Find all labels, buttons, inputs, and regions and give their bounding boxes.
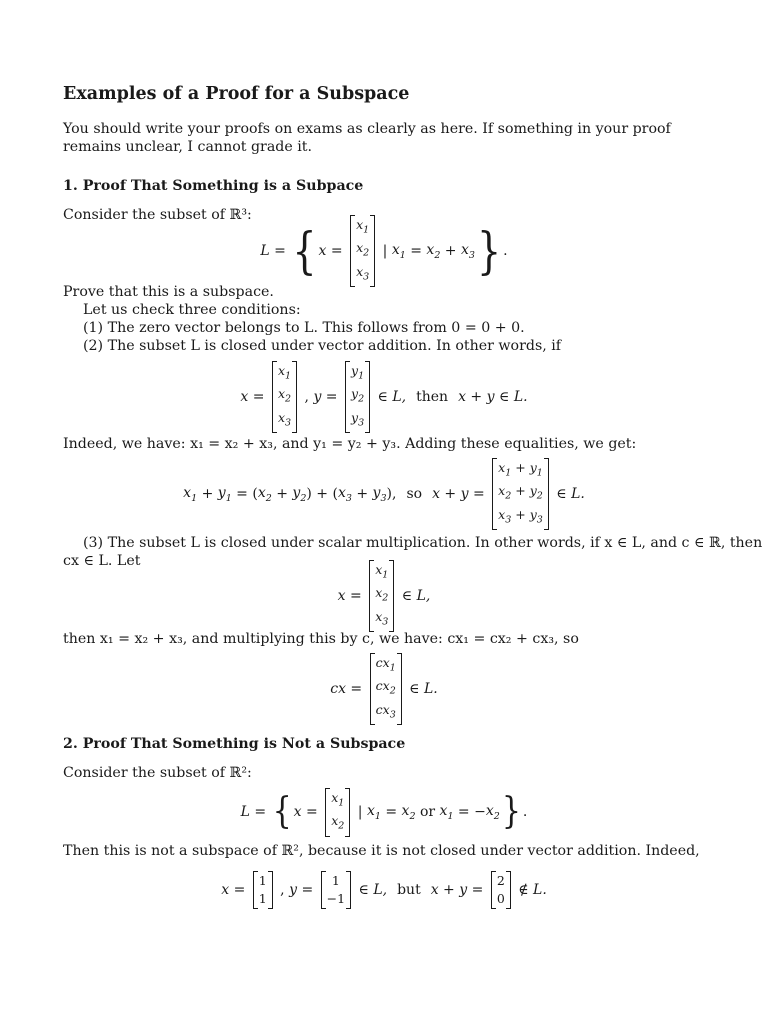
equation-sum: $x_1$ + $y_1$ = ( $x_2$ + $y_2$ ) + ( $x_3$ + $y_3$ ), so x + y = $x_1 + y_1$ $x_2 + y_2$ $x_3 + y_3$ ∈ L. (0, 463, 768, 525)
prove-statement: Prove that this is a subspace. (63, 284, 274, 300)
equation-subset-L: L = { x = $x_1$ $x_2$ $x_3$ | $x_1$ = $x_2$ + $x_3$ } . (0, 220, 768, 282)
page-title: Examples of a Proof for a Subspace (63, 84, 410, 104)
equation-subset-L-2d: L = { x = $x_1$ $x_2$ | $x_1$ = $x_2$ or $x_1$ = − $x_2$ } . (0, 790, 768, 834)
section-2-consider: Consider the subset of ℝ²: (63, 765, 252, 781)
not-closed-sentence: Then this is not a subspace of ℝ², because it is not closed under vector addition. Indeed, (63, 843, 700, 859)
section-1-consider: Consider the subset of ℝ³: (63, 207, 252, 223)
check-conditions: Let us check three conditions: (83, 302, 301, 318)
condition-3: (3) The subset L is closed under scalar multiplication. In other words, if x ∈ L, and c ∈ ℝ, then (83, 535, 763, 551)
section-1-heading: 1. Proof That Something is a Subpace (63, 178, 364, 194)
equation-x-in-L: x = $x_1$ $x_2$ $x_3$ ∈ L, (0, 566, 768, 626)
condition-2: (2) The subset L is closed under vector addition. In other words, if (83, 338, 562, 354)
condition-1: (1) The zero vector belongs to L. This follows from 0 = 0 + 0. (83, 320, 525, 336)
indeed-sentence: Indeed, we have: x₁ = x₂ + x₃, and y₁ = y₂ + y₃. Adding these equalities, we get: (63, 436, 637, 452)
equation-cx-in-L: cx = $cx_1$ $cx_2$ $cx_3$ ∈ L. (0, 658, 768, 720)
section-2-heading: 2. Proof That Something is Not a Subspace (63, 736, 406, 752)
intro-paragraph: You should write your proofs on exams as clearly as here. If something in your proof remains unclear, I cannot grade it. (63, 121, 671, 155)
equation-x-y-in-L: x = $x_1$ $x_2$ $x_3$ , y = $y_1$ $y_2$ $y_3$ ∈ L, then x + y ∈ L. (0, 366, 768, 428)
equation-counterexample: x = 1 1 , y = 1 −1 ∈ L, but x + y = 2 0 ∉ L. (0, 868, 768, 912)
condition-3-continued: cx ∈ L. Let (63, 553, 141, 569)
multiplying-sentence: then x₁ = x₂ + x₃, and multiplying this by c, we have: cx₁ = cx₂ + cx₃, so (63, 631, 579, 647)
